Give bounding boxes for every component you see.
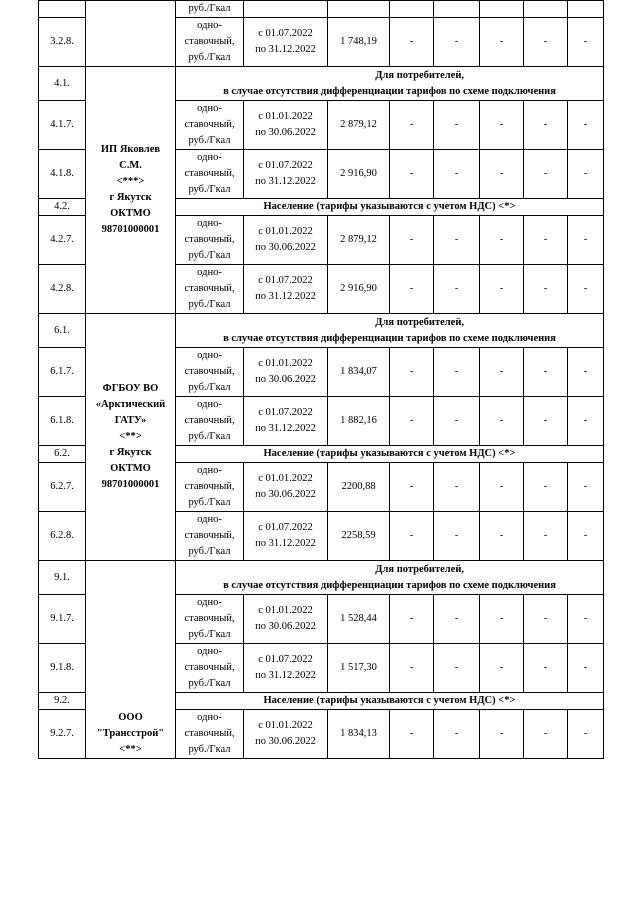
row-code-cell: 6.1.8.	[39, 397, 86, 446]
empty-value-dash: -	[568, 463, 604, 512]
empty-cell	[390, 1, 434, 18]
tariff-type-cell	[176, 595, 244, 644]
tariff-type-line: ставочный,	[184, 36, 235, 47]
tariff-type-line: одно-	[197, 350, 222, 361]
empty-cell	[244, 1, 328, 18]
tariff-type-cell	[176, 397, 244, 446]
empty-value-dash: -	[524, 18, 568, 67]
empty-value-dash: -	[434, 150, 480, 199]
tariff-table-body	[39, 1, 604, 759]
section-header-line: в случае отсутствия дифференциации тарифов по схеме подключения	[223, 85, 556, 97]
empty-value-dash: -	[390, 348, 434, 397]
tariff-type-line: руб./Гкал	[188, 629, 231, 640]
empty-value-dash: -	[568, 644, 604, 693]
supplier-name-line: ОКТМО	[110, 208, 151, 219]
validity-period-cell	[244, 397, 328, 446]
empty-value-dash: -	[524, 644, 568, 693]
tariff-value-cell: 1 834,13	[328, 710, 390, 759]
row-code-cell: 6.1.	[39, 314, 86, 348]
tariff-type-cell	[176, 150, 244, 199]
validity-period-line: с 01.07.2022	[258, 407, 313, 418]
empty-value-dash: -	[390, 18, 434, 67]
row-code-cell: 3.2.8.	[39, 18, 86, 67]
tariff-type-line: одно-	[197, 267, 222, 278]
validity-period-line: с 01.01.2022	[258, 605, 313, 616]
validity-period-line: по 31.12.2022	[255, 176, 316, 187]
empty-value-dash: -	[390, 397, 434, 446]
tariff-type-line: руб./Гкал	[188, 299, 231, 310]
tariff-type-line: одно-	[197, 597, 222, 608]
tariff-value-cell: 2 916,90	[328, 265, 390, 314]
empty-value-dash: -	[434, 18, 480, 67]
validity-period-line: с 01.07.2022	[258, 28, 313, 39]
tariff-type-cell	[176, 1, 244, 18]
row-code-cell: 9.2.7.	[39, 710, 86, 759]
tariff-type-line: руб./Гкал	[188, 678, 231, 689]
empty-cell	[434, 1, 480, 18]
validity-period-line: с 01.01.2022	[258, 720, 313, 731]
section-header-cell	[176, 446, 604, 463]
tariff-type-cell	[176, 18, 244, 67]
empty-value-dash: -	[524, 595, 568, 644]
validity-period-line: по 31.12.2022	[255, 44, 316, 55]
row-code-cell: 9.1.8.	[39, 644, 86, 693]
tariff-type-line: ставочный,	[184, 662, 235, 673]
validity-period-line: по 30.06.2022	[255, 374, 316, 385]
document-page	[38, 0, 603, 759]
empty-value-dash: -	[524, 512, 568, 561]
validity-period-line: с 01.01.2022	[258, 358, 313, 369]
tariff-type-line: одно-	[197, 218, 222, 229]
tariff-type-cell	[176, 512, 244, 561]
table-row	[39, 1, 604, 18]
tariff-type-line: руб./Гкал	[188, 52, 231, 63]
empty-value-dash: -	[524, 150, 568, 199]
empty-value-dash: -	[390, 512, 434, 561]
tariff-value-cell: 2200,88	[328, 463, 390, 512]
tariff-value-cell: 1 882,16	[328, 397, 390, 446]
empty-value-dash: -	[480, 216, 524, 265]
section-header-cell	[176, 67, 604, 101]
empty-value-dash: -	[524, 216, 568, 265]
tariff-type-cell	[176, 463, 244, 512]
tariff-type-line: одно-	[197, 20, 222, 31]
tariff-type-line: одно-	[197, 152, 222, 163]
supplier-name-line: ИП Яковлев	[100, 144, 161, 155]
row-code-cell: 4.1.7.	[39, 101, 86, 150]
empty-cell	[568, 1, 604, 18]
row-code-cell: 4.2.7.	[39, 216, 86, 265]
supplier-name-line: ФГБОУ ВО	[102, 383, 159, 394]
supplier-name-line: <***>	[116, 176, 145, 187]
section-header-line: в случае отсутствия дифференциации тарифов по схеме подключения	[223, 579, 556, 591]
section-header-cell	[176, 693, 604, 710]
empty-value-dash: -	[568, 265, 604, 314]
validity-period-cell	[244, 710, 328, 759]
section-header-row	[39, 314, 604, 348]
validity-period-line: по 31.12.2022	[255, 670, 316, 681]
supplier-name-line: «Арктический	[95, 399, 166, 410]
empty-value-dash: -	[480, 644, 524, 693]
supplier-name-line: "Трансстрой"	[96, 728, 165, 739]
validity-period-cell	[244, 595, 328, 644]
validity-period-line: по 30.06.2022	[255, 489, 316, 500]
tariff-type-line: руб./Гкал	[188, 135, 231, 146]
tariff-type-line: одно-	[197, 712, 222, 723]
validity-period-line: по 31.12.2022	[255, 291, 316, 302]
empty-value-dash: -	[390, 644, 434, 693]
tariff-type-line: руб./Гкал	[188, 3, 231, 14]
section-header-line: Население (тарифы указываются с учетом НДС) <*>	[263, 201, 516, 212]
section-header-cell	[176, 314, 604, 348]
tariff-type-line: ставочный,	[184, 283, 235, 294]
tariff-type-line: руб./Гкал	[188, 250, 231, 261]
empty-value-dash: -	[524, 710, 568, 759]
validity-period-line: по 30.06.2022	[255, 242, 316, 253]
supplier-name-line: ГАТУ»	[114, 415, 147, 426]
empty-value-dash: -	[480, 265, 524, 314]
validity-period-line: с 01.07.2022	[258, 160, 313, 171]
tariff-type-cell	[176, 710, 244, 759]
supplier-name-line: г Якутск	[109, 447, 152, 458]
section-header-line: Для потребителей,	[375, 563, 464, 575]
validity-period-line: с 01.01.2022	[258, 111, 313, 122]
section-header-cell	[176, 199, 604, 216]
validity-period-line: по 31.12.2022	[255, 538, 316, 549]
tariff-type-cell	[176, 348, 244, 397]
section-header-line: в случае отсутствия дифференциации тарифов по схеме подключения	[223, 332, 556, 344]
empty-value-dash: -	[434, 216, 480, 265]
row-code-cell: 6.2.7.	[39, 463, 86, 512]
empty-value-dash: -	[568, 595, 604, 644]
empty-value-dash: -	[434, 348, 480, 397]
empty-value-dash: -	[568, 710, 604, 759]
section-header-cell	[176, 561, 604, 595]
empty-value-dash: -	[480, 463, 524, 512]
empty-value-dash: -	[390, 710, 434, 759]
supplier-name-cell	[86, 314, 176, 561]
empty-value-dash: -	[390, 216, 434, 265]
tariff-value-cell: 2 879,12	[328, 216, 390, 265]
tariff-type-line: руб./Гкал	[188, 546, 231, 557]
empty-value-dash: -	[480, 710, 524, 759]
supplier-name-cell	[86, 561, 176, 759]
tariff-type-line: ставочный,	[184, 530, 235, 541]
validity-period-cell	[244, 150, 328, 199]
empty-value-dash: -	[568, 101, 604, 150]
empty-value-dash: -	[480, 150, 524, 199]
empty-value-dash: -	[434, 397, 480, 446]
empty-value-dash: -	[434, 595, 480, 644]
supplier-name-line: 98701000001	[101, 224, 160, 235]
empty-value-dash: -	[390, 101, 434, 150]
section-header-line: Для потребителей,	[375, 316, 464, 328]
section-header-line: Население (тарифы указываются с учетом НДС) <*>	[263, 448, 516, 459]
empty-value-dash: -	[480, 348, 524, 397]
empty-value-dash: -	[434, 101, 480, 150]
empty-value-dash: -	[390, 150, 434, 199]
validity-period-line: по 31.12.2022	[255, 423, 316, 434]
empty-value-dash: -	[480, 512, 524, 561]
tariff-type-cell	[176, 644, 244, 693]
validity-period-line: с 01.01.2022	[258, 473, 313, 484]
empty-value-dash: -	[568, 150, 604, 199]
empty-value-dash: -	[434, 463, 480, 512]
empty-cell	[328, 1, 390, 18]
empty-value-dash: -	[480, 595, 524, 644]
tariff-type-cell	[176, 101, 244, 150]
tariff-type-line: ставочный,	[184, 234, 235, 245]
validity-period-cell	[244, 348, 328, 397]
empty-cell	[524, 1, 568, 18]
empty-value-dash: -	[568, 348, 604, 397]
empty-value-dash: -	[524, 463, 568, 512]
tariff-type-line: ставочный,	[184, 366, 235, 377]
empty-value-dash: -	[524, 348, 568, 397]
supplier-name-cell	[86, 1, 176, 67]
empty-value-dash: -	[480, 397, 524, 446]
supplier-name-line: ОКТМО	[110, 463, 151, 474]
tariff-type-line: одно-	[197, 103, 222, 114]
empty-value-dash: -	[434, 644, 480, 693]
validity-period-cell	[244, 512, 328, 561]
tariff-value-cell: 1 517,30	[328, 644, 390, 693]
tariff-type-line: одно-	[197, 646, 222, 657]
tariff-value-cell: 1 834,07	[328, 348, 390, 397]
supplier-name-cell	[86, 67, 176, 314]
tariff-type-cell	[176, 216, 244, 265]
supplier-name-line: 98701000001	[101, 479, 160, 490]
row-code-cell: 4.1.8.	[39, 150, 86, 199]
row-code-cell	[39, 1, 86, 18]
validity-period-cell	[244, 265, 328, 314]
empty-value-dash: -	[480, 101, 524, 150]
row-code-cell: 4.2.	[39, 199, 86, 216]
validity-period-line: по 30.06.2022	[255, 736, 316, 747]
tariff-type-line: руб./Гкал	[188, 744, 231, 755]
supplier-name-line: <**>	[119, 744, 142, 755]
empty-value-dash: -	[524, 265, 568, 314]
tariff-table	[38, 0, 604, 759]
supplier-name-line: г Якутск	[109, 192, 152, 203]
empty-value-dash: -	[568, 397, 604, 446]
row-code-cell: 4.1.	[39, 67, 86, 101]
tariff-type-line: ставочный,	[184, 728, 235, 739]
section-header-row	[39, 67, 604, 101]
tariff-value-cell: 1 748,19	[328, 18, 390, 67]
tariff-type-line: руб./Гкал	[188, 497, 231, 508]
tariff-value-cell: 2258,59	[328, 512, 390, 561]
tariff-type-line: одно-	[197, 514, 222, 525]
row-code-cell: 6.1.7.	[39, 348, 86, 397]
empty-value-dash: -	[524, 397, 568, 446]
tariff-type-line: одно-	[197, 399, 222, 410]
tariff-type-line: ставочный,	[184, 613, 235, 624]
empty-value-dash: -	[434, 265, 480, 314]
row-code-cell: 6.2.8.	[39, 512, 86, 561]
validity-period-cell	[244, 644, 328, 693]
row-code-cell: 4.2.8.	[39, 265, 86, 314]
empty-value-dash: -	[568, 216, 604, 265]
empty-value-dash: -	[480, 18, 524, 67]
empty-value-dash: -	[434, 710, 480, 759]
tariff-value-cell: 2 916,90	[328, 150, 390, 199]
tariff-value-cell: 1 528,44	[328, 595, 390, 644]
section-header-line: Для потребителей,	[375, 69, 464, 81]
row-code-cell: 9.2.	[39, 693, 86, 710]
empty-value-dash: -	[390, 595, 434, 644]
empty-value-dash: -	[390, 265, 434, 314]
row-code-cell: 9.1.	[39, 561, 86, 595]
tariff-type-line: ставочный,	[184, 415, 235, 426]
validity-period-cell	[244, 101, 328, 150]
tariff-type-line: одно-	[197, 465, 222, 476]
empty-value-dash: -	[524, 101, 568, 150]
row-code-cell: 9.1.7.	[39, 595, 86, 644]
supplier-name-line: С.М.	[119, 160, 142, 171]
validity-period-line: с 01.07.2022	[258, 654, 313, 665]
validity-period-line: по 30.06.2022	[255, 621, 316, 632]
supplier-name-line: <**>	[119, 431, 142, 442]
validity-period-cell	[244, 18, 328, 67]
validity-period-cell	[244, 463, 328, 512]
tariff-type-line: руб./Гкал	[188, 382, 231, 393]
validity-period-line: с 01.01.2022	[258, 226, 313, 237]
tariff-type-line: руб./Гкал	[188, 184, 231, 195]
row-code-cell: 6.2.	[39, 446, 86, 463]
section-header-line: Население (тарифы указываются с учетом НДС) <*>	[263, 695, 516, 706]
empty-value-dash: -	[568, 512, 604, 561]
validity-period-line: по 30.06.2022	[255, 127, 316, 138]
validity-period-line: с 01.07.2022	[258, 275, 313, 286]
empty-value-dash: -	[434, 512, 480, 561]
validity-period-line: с 01.07.2022	[258, 522, 313, 533]
tariff-type-line: руб./Гкал	[188, 431, 231, 442]
validity-period-cell	[244, 216, 328, 265]
empty-cell	[480, 1, 524, 18]
empty-value-dash: -	[568, 18, 604, 67]
empty-value-dash: -	[390, 463, 434, 512]
tariff-type-line: ставочный,	[184, 168, 235, 179]
tariff-type-line: ставочный,	[184, 481, 235, 492]
tariff-value-cell: 2 879,12	[328, 101, 390, 150]
tariff-type-line: ставочный,	[184, 119, 235, 130]
section-header-row	[39, 561, 604, 595]
supplier-name-line: ООО	[118, 712, 143, 723]
tariff-type-cell	[176, 265, 244, 314]
